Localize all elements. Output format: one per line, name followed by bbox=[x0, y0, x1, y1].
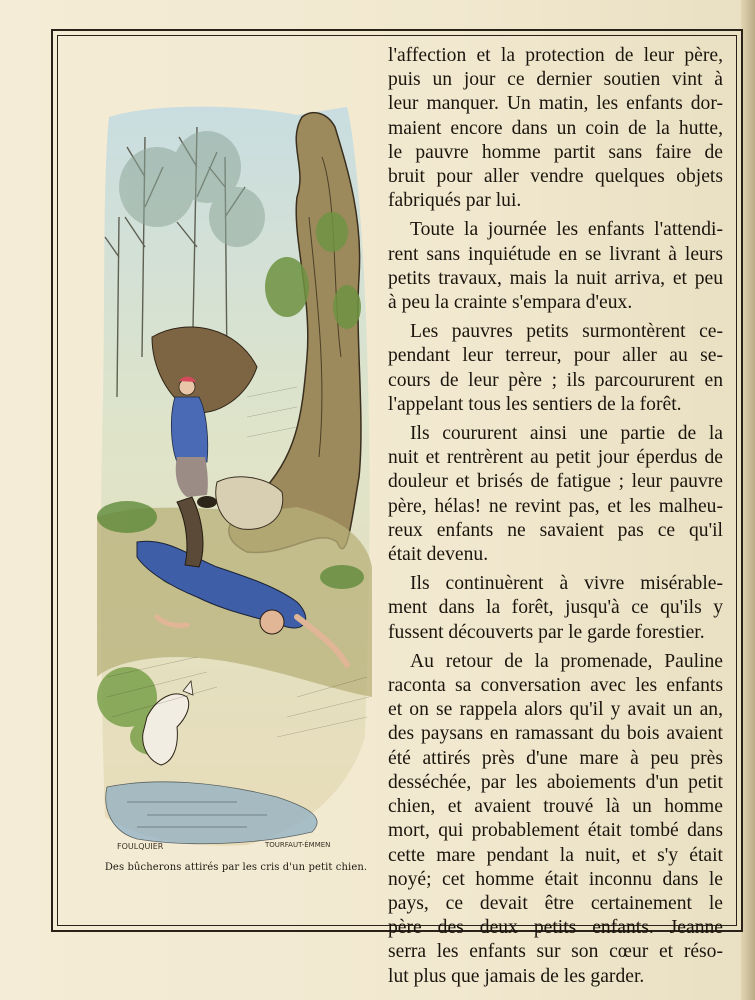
text-line: fabriqués par lui. bbox=[388, 190, 522, 212]
paragraph bbox=[388, 44, 723, 213]
text-line: père des deux petits enfants. Jeanne bbox=[388, 917, 723, 939]
text-line: lut plus que jamais de les garder. bbox=[388, 965, 645, 987]
text-line: et on se rappela alors qu'il y avait un an, bbox=[388, 699, 723, 721]
text-line: maient encore dans un coin de la hutte, bbox=[388, 117, 723, 139]
text-line: puis un jour ce dernier soutien vint à bbox=[388, 69, 723, 91]
paragraph bbox=[388, 320, 723, 417]
text-line: Ils coururent ainsi une partie de la bbox=[410, 423, 723, 445]
text-line: nuit et rentrèrent au petit jour éperdus de bbox=[388, 447, 723, 469]
text-line: desséchée, par les aboiements d'un petit bbox=[388, 771, 723, 793]
body-text-column bbox=[388, 44, 723, 994]
text-line: fussent découverts par le garde forestier. bbox=[388, 621, 705, 643]
paragraph bbox=[388, 422, 723, 567]
paragraph bbox=[388, 650, 723, 989]
paragraph bbox=[388, 218, 723, 315]
text-line: le pauvre homme partit sans faire de bbox=[388, 141, 723, 163]
text-line: reux enfants ne savaient pas ce qu'il bbox=[388, 519, 723, 541]
text-line: mort, qui probablement était tombé dans bbox=[388, 820, 723, 842]
woodcut-illustration bbox=[97, 97, 375, 855]
text-line: pendant leur terreur, pour aller au se- bbox=[388, 345, 723, 367]
engraver-signature-left: FOULQUIER bbox=[117, 842, 164, 851]
text-line: l'appelant tous les sentiers de la forêt. bbox=[388, 393, 682, 415]
text-line: rent sans inquiétude en se livrant à leurs bbox=[388, 243, 723, 265]
text-line: leur manquer. Un matin, les enfants dor- bbox=[388, 93, 723, 115]
text-line: chien, et avaient trouvé là un homme bbox=[388, 796, 723, 818]
paragraph bbox=[388, 572, 723, 645]
text-line: bruit pour aller vendre quelques objets bbox=[388, 166, 723, 188]
text-line: père, hélas! ne revint pas, et les malheu- bbox=[388, 495, 723, 517]
text-line: à peu la crainte s'empara d'eux. bbox=[388, 292, 633, 314]
text-line: raconta sa conversation avec les enfants bbox=[388, 675, 723, 697]
text-line: Ils continuèrent à vivre misérable- bbox=[410, 573, 723, 595]
text-line: pays, ce devait être certainement le bbox=[388, 892, 723, 914]
page-spine-edge bbox=[741, 0, 755, 1000]
text-line: été attirés près d'une mare à peu près bbox=[388, 747, 723, 769]
text-line: cette mare pendant la nuit, et s'y était bbox=[388, 844, 723, 866]
text-line: noyé; cet homme était inconnu dans le bbox=[388, 868, 723, 890]
illustration-caption: Des bûcherons attirés par les cris d'un petit chien. bbox=[104, 862, 368, 873]
engraver-signature-right: TOURFAUT-ÉMMEN bbox=[265, 841, 331, 849]
text-line: douleur et brisés de fatigue ; leur pauvre bbox=[388, 471, 723, 493]
text-line: était devenu. bbox=[388, 544, 489, 566]
text-line: cours de leur père ; ils parcoururent en bbox=[388, 369, 723, 391]
text-line: serra les enfants sur son cœur et réso- bbox=[388, 941, 723, 963]
text-line: des paysans en ramassant du bois avaient bbox=[388, 723, 723, 745]
text-line: Toute la journée les enfants l'attendi- bbox=[410, 219, 723, 241]
text-line: Au retour de la promenade, Pauline bbox=[410, 650, 723, 672]
text-line: ment dans la forêt, jusqu'à ce qu'ils y bbox=[388, 597, 723, 619]
text-line: petits travaux, mais la nuit arriva, et peu bbox=[388, 267, 723, 289]
text-line: Les pauvres petits surmontèrent ce- bbox=[410, 321, 723, 343]
text-line: l'affection et la protection de leur père, bbox=[388, 45, 723, 66]
